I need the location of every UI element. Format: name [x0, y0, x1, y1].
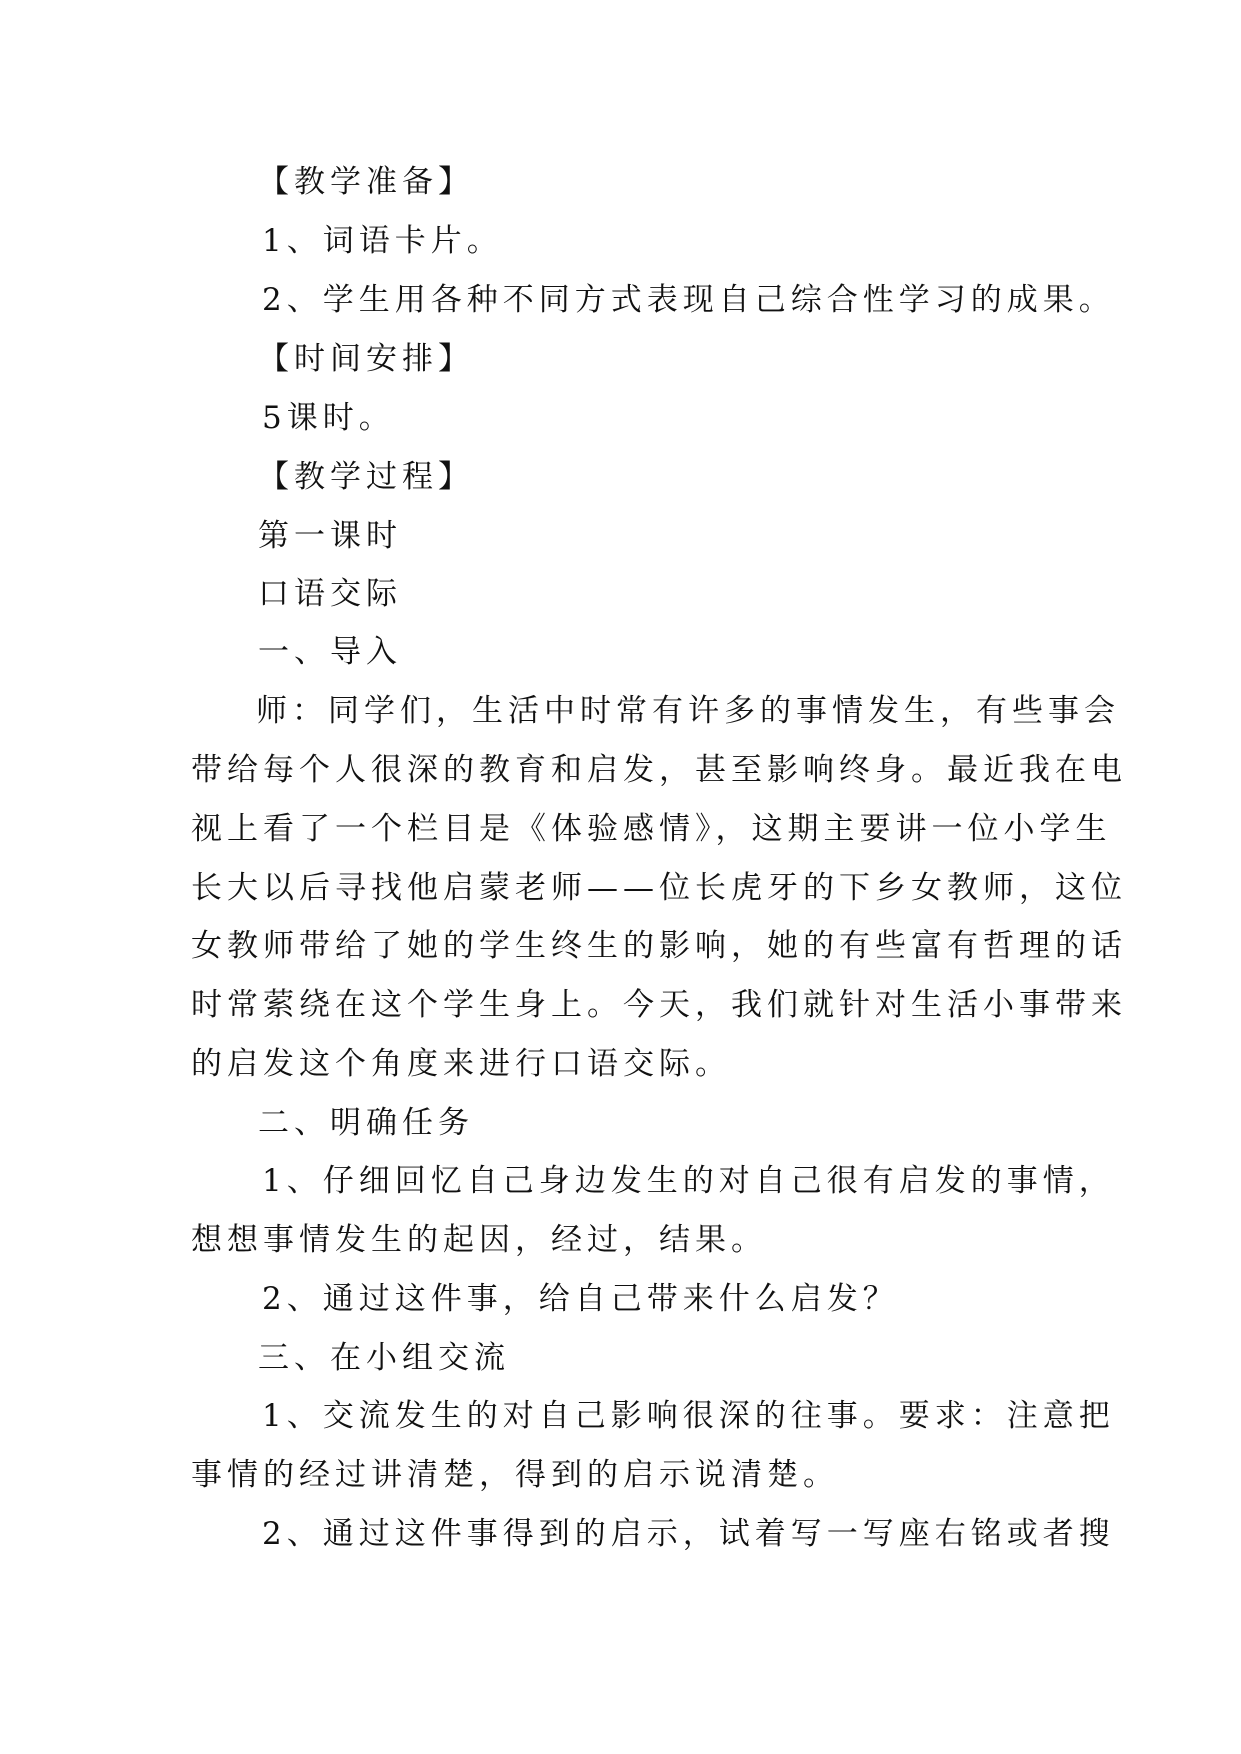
paragraph-line: 事情的经过讲清楚，得到的启示说清楚。: [191, 1457, 839, 1493]
paragraph-line: 的启发这个角度来进行口语交际。: [191, 1046, 731, 1082]
section-heading: 一、导入: [258, 634, 402, 670]
section-heading: 三、在小组交流: [258, 1340, 510, 1376]
section-heading: 二、明确任务: [258, 1105, 474, 1141]
paragraph-line: 女教师带给了她的学生终生的影响，她的有些富有哲理的话: [191, 928, 1127, 964]
heading-teaching-process: 【教学过程】: [258, 459, 474, 495]
text-line: 口语交际: [258, 576, 402, 612]
heading-time-arrangement: 【时间安排】: [258, 341, 474, 377]
text-line: 5课时。: [262, 400, 395, 436]
text-line: 第一课时: [258, 518, 402, 554]
paragraph-line: 长大以后寻找他启蒙老师——位长虎牙的下乡女教师，这位: [191, 870, 1127, 906]
heading-teaching-preparation: 【教学准备】: [258, 164, 474, 200]
paragraph-line: 视上看了一个栏目是《体验感情》，这期主要讲一位小学生: [191, 811, 1112, 847]
paragraph-line: 师：同学们，生活中时常有许多的事情发生，有些事会: [256, 693, 1120, 729]
text-line: 1、词语卡片。: [262, 223, 503, 259]
paragraph-line: 2、通过这件事得到的启示，试着写一写座右铭或者搜: [262, 1516, 1115, 1552]
paragraph-line: 带给每个人很深的教育和启发，甚至影响终身。最近我在电: [191, 752, 1127, 788]
paragraph-line: 2、通过这件事，给自己带来什么启发？: [262, 1281, 899, 1317]
text-line: 2、学生用各种不同方式表现自己综合性学习的成果。: [262, 282, 1115, 318]
paragraph-line: 时常萦绕在这个学生身上。今天，我们就针对生活小事带来: [191, 987, 1127, 1023]
paragraph-line: 1、仔细回忆自己身边发生的对自己很有启发的事情，: [262, 1163, 1115, 1199]
paragraph-line: 1、交流发生的对自己影响很深的往事。要求：注意把: [262, 1398, 1115, 1434]
paragraph-line: 想想事情发生的起因，经过，结果。: [191, 1222, 767, 1258]
